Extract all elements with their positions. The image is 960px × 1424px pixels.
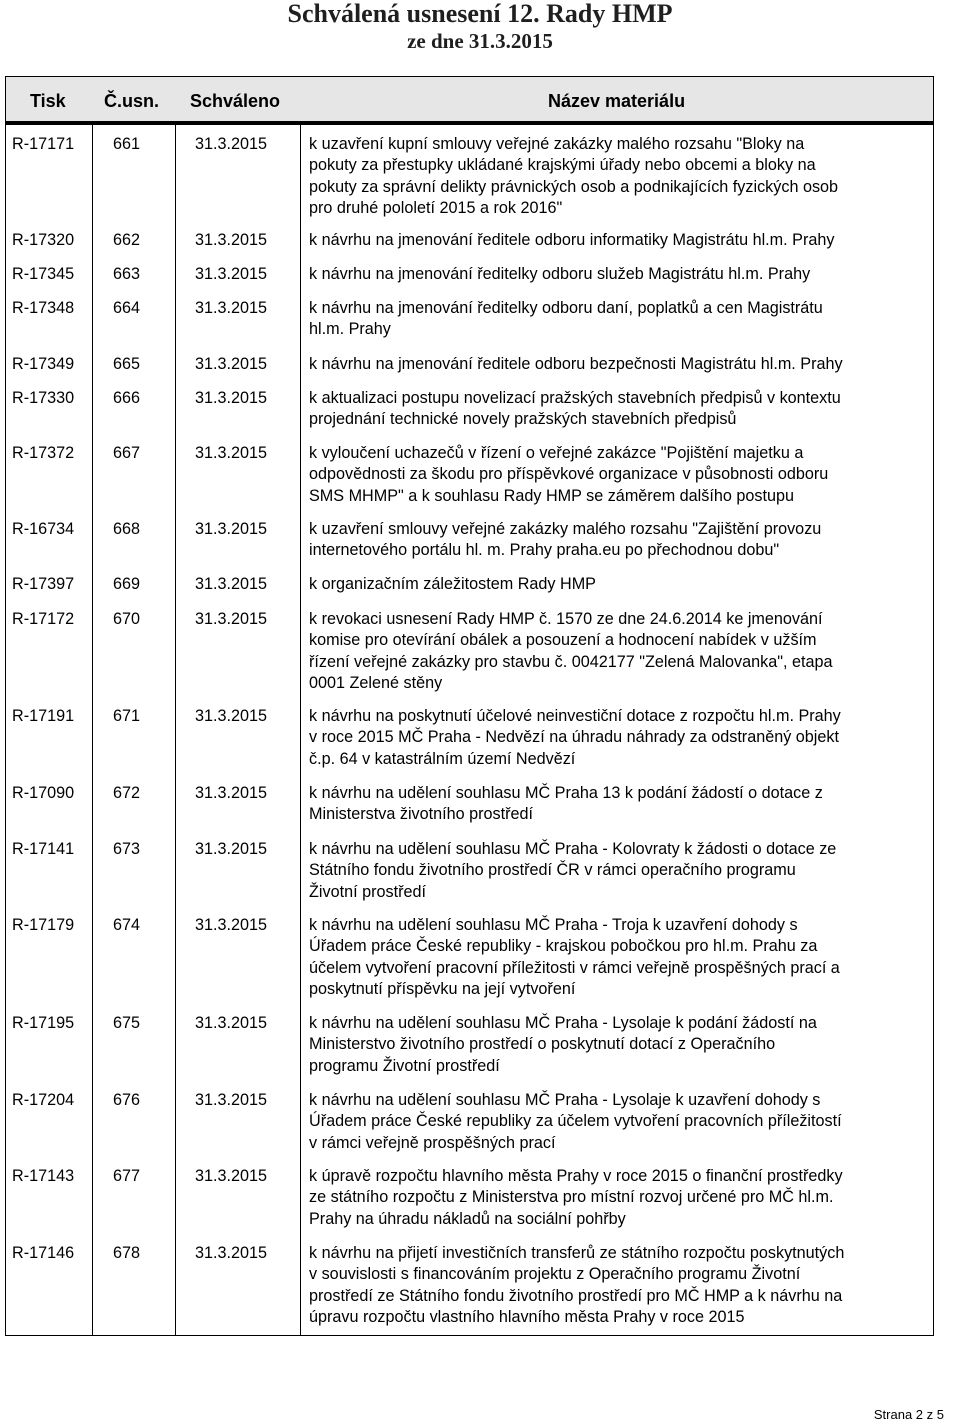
material-name-line: úpravu rozpočtu vlastního hlavního města Prahy v roce 2015 (309, 1307, 745, 1326)
material-name-line: k revokaci usnesení Rady HMP č. 1570 ze dne 24.6.2014 ke jmenování (309, 610, 823, 628)
material-name-line: k návrhu na poskytnutí účelové neinvestiční dotace z rozpočtu hl.m. Prahy (309, 707, 841, 725)
usn-cell: 671 (113, 707, 141, 725)
material-name-line: odpovědnosti za škodu pro příspěvkové organizace v působnosti odboru (309, 465, 829, 484)
tisk-cell: R-17372 (12, 444, 75, 462)
material-name-line: k návrhu na přijetí investičních transferů ze státního rozpočtu poskytnutých (309, 1244, 845, 1262)
date-cell: 31.3.2015 (195, 355, 268, 373)
material-name-line: komise pro otevírání obálek a posouzení a hodnocení nabídek v užším (309, 631, 817, 650)
material-name-line: k návrhu na udělení souhlasu MČ Praha - Troja k uzavření dohody s (309, 916, 798, 934)
usn-cell: 677 (113, 1167, 141, 1185)
tisk-cell: R-17397 (12, 575, 75, 593)
date-cell: 31.3.2015 (195, 784, 268, 802)
column-divider (300, 125, 301, 1336)
header-usn: Č.usn. (104, 91, 160, 111)
usn-cell: 663 (113, 265, 141, 283)
material-name-cell (309, 1166, 929, 1230)
usn-cell: 673 (113, 840, 141, 858)
date-cell: 31.3.2015 (195, 840, 268, 858)
usn-cell: 669 (113, 575, 141, 593)
usn-cell: 670 (113, 610, 141, 628)
tisk-cell: R-17349 (12, 355, 75, 373)
tisk-cell: R-17179 (12, 916, 75, 934)
material-name-line: k vyloučení uchazečů v řízení o veřejné zakázce "Pojištění majetku a (309, 444, 804, 462)
date-cell: 31.3.2015 (195, 916, 268, 934)
material-name-cell (309, 519, 929, 562)
usn-cell: 664 (113, 299, 141, 317)
material-name-line: SMS MHMP" a k souhlasu Rady HMP se záměrem dalšího postupu (309, 486, 794, 505)
material-name-cell (309, 1090, 929, 1154)
date-cell: 31.3.2015 (195, 575, 268, 593)
material-name-cell (309, 388, 929, 431)
tisk-cell: R-17146 (12, 1244, 75, 1262)
page-subtitle: ze dne 31.3.2015 (407, 29, 553, 53)
material-name-cell (309, 609, 929, 694)
date-cell: 31.3.2015 (195, 1014, 268, 1032)
date-cell: 31.3.2015 (195, 1167, 268, 1185)
tisk-cell: R-17348 (12, 299, 75, 317)
page-title: Schválená usnesení 12. Rady HMP (287, 0, 673, 28)
material-name-line: řízení veřejné zakázky pro stavbu č. 0042177 "Zelená Malovanka", etapa (309, 652, 833, 671)
usn-cell: 667 (113, 444, 141, 462)
tisk-cell: R-17141 (12, 840, 75, 858)
material-name-line: v souvislosti s financováním projektu z Operačního programu Životní (309, 1265, 801, 1284)
header-nazev: Název materiálu (548, 91, 686, 111)
header-schvaleno: Schváleno (190, 91, 281, 111)
date-cell: 31.3.2015 (195, 444, 268, 462)
tisk-cell: R-17204 (12, 1091, 75, 1109)
material-name-line: programu Životní prostředí (309, 1056, 500, 1075)
material-name-cell (309, 1013, 929, 1077)
material-name-cell (309, 298, 929, 341)
material-name-line: pro druhé pololetí 2015 a rok 2016" (309, 198, 563, 217)
date-cell: 31.3.2015 (195, 520, 268, 538)
material-name-cell (309, 1243, 929, 1328)
date-cell: 31.3.2015 (195, 231, 268, 249)
date-cell: 31.3.2015 (195, 135, 268, 153)
material-name-cell (309, 134, 929, 219)
material-name-line: v roce 2015 MČ Praha - Nedvězí na úhradu náhrady za odstraněný objekt (309, 728, 839, 747)
tisk-cell: R-17171 (12, 135, 75, 153)
tisk-cell: R-17090 (12, 784, 75, 802)
material-name-line: k aktualizaci postupu novelizací pražských stavebních předpisů v kontextu (309, 389, 841, 407)
usn-cell: 674 (113, 916, 141, 934)
page-number: Strana 2 z 5 (873, 1407, 944, 1422)
material-name-line: k organizačním záležitostem Rady HMP (309, 575, 596, 593)
material-name-cell (309, 443, 929, 507)
material-name-line: k návrhu na jmenování ředitelky odboru služeb Magistrátu hl.m. Prahy (309, 265, 811, 283)
material-name-line: k návrhu na udělení souhlasu MČ Praha 13 k podání žádostí o dotace z (309, 784, 823, 802)
date-cell: 31.3.2015 (195, 299, 268, 317)
header-tisk: Tisk (30, 91, 66, 111)
usn-cell: 662 (113, 231, 141, 249)
material-name-line: prostředí ze Státního fondu životního prostředí pro MČ HMP a k návrhu na (309, 1286, 843, 1305)
material-name-cell (309, 354, 929, 375)
material-name-line: k návrhu na jmenování ředitele odboru bezpečnosti Magistrátu hl.m. Prahy (309, 355, 843, 373)
material-name-line: Prahy na úhradu nákladů na sociální pohřby (309, 1209, 626, 1228)
tisk-cell: R-17195 (12, 1014, 75, 1032)
material-name-line: projednání technické novely pražských stavebních předpisů (309, 410, 737, 429)
material-name-cell (309, 706, 929, 770)
tisk-cell: R-17330 (12, 389, 75, 407)
material-name-cell (309, 839, 929, 903)
material-name-line: poskytnutí příspěvku na její vytvoření (309, 979, 576, 998)
date-cell: 31.3.2015 (195, 265, 268, 283)
material-name-cell (309, 574, 929, 595)
material-name-line: Životní prostředí (309, 882, 426, 901)
material-name-cell (309, 915, 929, 1000)
material-name-line: k návrhu na jmenování ředitelky odboru daní, poplatků a cen Magistrátu (309, 299, 823, 317)
material-name-line: k uzavření kupní smlouvy veřejné zakázky malého rozsahu "Bloky na (309, 135, 805, 153)
material-name-line: Ministerstvo životního prostředí o poskytnutí dotací z Operačního (309, 1035, 776, 1054)
material-name-line: pokuty za správní delikty právnických osob a podnikajících fyzických osob (309, 177, 839, 196)
material-name-line: 0001 Zelené stěny (309, 673, 443, 692)
usn-cell: 675 (113, 1014, 141, 1032)
usn-cell: 665 (113, 355, 141, 373)
material-name-line: ze státního rozpočtu z Ministerstva pro místní rozvoj určené pro MČ hl.m. (309, 1188, 834, 1207)
material-name-line: Státního fondu životního prostředí ČR v rámci operačního programu (309, 861, 796, 880)
date-cell: 31.3.2015 (195, 610, 268, 628)
date-cell: 31.3.2015 (195, 389, 268, 407)
material-name-cell (309, 230, 929, 251)
material-name-line: Ministerstva životního prostředí (309, 805, 534, 824)
date-cell: 31.3.2015 (195, 1091, 268, 1109)
usn-cell: 678 (113, 1244, 141, 1262)
material-name-line: hl.m. Prahy (309, 320, 391, 339)
material-name-line: k uzavření smlouvy veřejné zakázky malého rozsahu "Zajištění provozu (309, 520, 822, 538)
date-cell: 31.3.2015 (195, 1244, 268, 1262)
column-divider (175, 125, 176, 1336)
table-header (5, 76, 934, 125)
material-name-cell (309, 264, 929, 285)
tisk-cell: R-16734 (12, 520, 75, 538)
usn-cell: 672 (113, 784, 141, 802)
material-name-line: účelem vytvoření pracovní příležitosti v rámci veřejně prospěšných prací a (309, 958, 840, 977)
material-name-line: pokuty za přestupky ukládané krajskými úřady nebo obcemi a bloky na (309, 156, 816, 175)
usn-cell: 661 (113, 135, 141, 153)
tisk-cell: R-17172 (12, 610, 75, 628)
material-name-line: k úpravě rozpočtu hlavního města Prahy v roce 2015 o finanční prostředky (309, 1167, 843, 1185)
column-divider (92, 125, 93, 1336)
date-cell: 31.3.2015 (195, 707, 268, 725)
material-name-line: Úřadem práce České republiky za účelem vytvoření pracovních příležitostí (309, 1112, 842, 1131)
material-name-line: Úřadem práce České republiky - krajskou pobočkou pro hl.m. Prahu za (309, 937, 818, 956)
tisk-cell: R-17345 (12, 265, 75, 283)
material-name-line: k návrhu na udělení souhlasu MČ Praha - Kolovraty k žádosti o dotace ze (309, 840, 837, 858)
usn-cell: 668 (113, 520, 141, 538)
usn-cell: 676 (113, 1091, 141, 1109)
material-name-line: internetového portálu hl. m. Prahy praha.eu po přechodnou dobu" (309, 541, 780, 560)
tisk-cell: R-17191 (12, 707, 75, 725)
tisk-cell: R-17143 (12, 1167, 75, 1185)
usn-cell: 666 (113, 389, 141, 407)
material-name-line: č.p. 64 v katastrálním území Nedvězí (309, 749, 576, 768)
tisk-cell: R-17320 (12, 231, 75, 249)
material-name-cell (309, 783, 929, 826)
material-name-line: v rámci veřejně prospěšných prací (309, 1133, 556, 1152)
material-name-line: k návrhu na jmenování ředitele odboru informatiky Magistrátu hl.m. Prahy (309, 231, 835, 249)
material-name-line: k návrhu na udělení souhlasu MČ Praha - Lysolaje k uzavření dohody s (309, 1091, 821, 1109)
material-name-line: k návrhu na udělení souhlasu MČ Praha - Lysolaje k podání žádostí na (309, 1014, 817, 1032)
